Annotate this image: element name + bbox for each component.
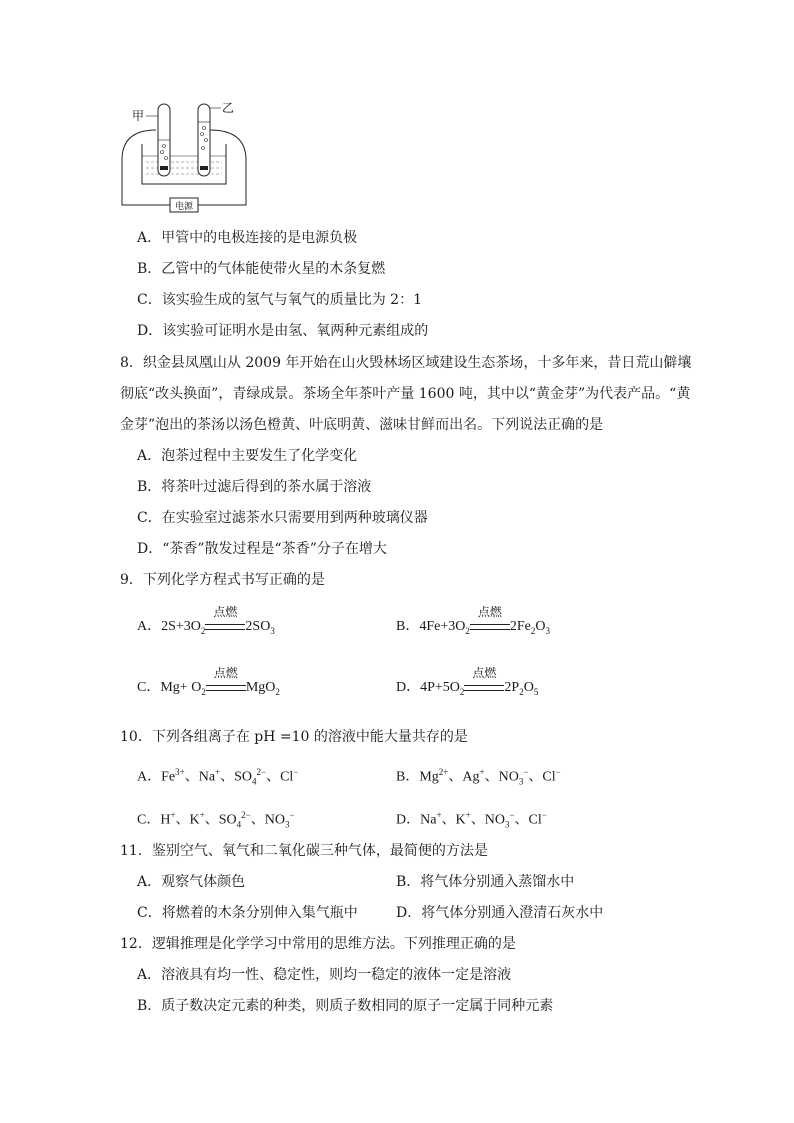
q8-stem-line-3: 金芽”泡出的茶汤以汤色橙黄、叶底明黄、滋味甘鲜而出名。下列说法正确的是 (120, 417, 604, 433)
q10-stem: 10．下列各组离子在 pH =10 的溶液中能大量共存的是 (120, 729, 468, 745)
q7-option-c: C．该实验生成的氢气与氧气的质量比为 2：1 (137, 292, 422, 308)
q9-option-d: D．$4P+5O_2$ 点燃 $2P_2O_5$ (396, 666, 539, 697)
q9-option-c: C．$Mg+ O_2$ 点燃 MgO$_2$ (137, 666, 280, 697)
tube-yi (198, 104, 210, 176)
q8-option-d: D．“茶香”散发过程是“茶香”分子在增大 (137, 541, 387, 557)
q12-option-a: A．溶液具有均一性、稳定性，则均一稳定的液体一定是溶液 (137, 967, 512, 983)
q9-option-a: A．$2S+3O_2$ 点燃 $2SO_3$ (137, 605, 275, 636)
q9-stem: 9．下列化学方程式书写正确的是 (120, 572, 325, 588)
q11-option-a: A．观察气体颜色 (137, 874, 246, 890)
power-label: 电源 (174, 202, 194, 212)
q10-option-a: A．$Fe^{3+}$、Na+、$SO_4^{2-}$、Cl− (137, 767, 299, 787)
water-trough (142, 144, 226, 184)
q11-option-d: D．将气体分别通入澄清石灰水中 (396, 905, 604, 921)
q12-stem: 12．逻辑推理是化学学习中常用的思维方法。下列推理正确的是 (120, 936, 516, 952)
q11-stem: 11．鉴别空气、氧气和二氧化碳三种气体，最简便的方法是 (120, 843, 488, 859)
q8-option-b: B．将茶叶过滤后得到的茶水属于溶液 (137, 479, 372, 495)
q7-option-a: A．甲管中的电极连接的是电源负极 (137, 230, 358, 246)
q8-option-c: C．在实验室过滤茶水只需要用到两种玻璃仪器 (137, 510, 428, 526)
q12-option-b: B．质子数决定元素的种类，则质子数相同的原子一定属于同种元素 (137, 998, 554, 1014)
q11-option-b: B．将气体分别通入蒸馏水中 (396, 874, 575, 890)
q7-option-b: B．乙管中的气体能使带火星的木条复燃 (137, 261, 386, 277)
q10-option-c: C．H+、K+、$SO_4^{2-}$、$NO_3^-$ (137, 810, 295, 830)
label-yi: 乙 (222, 101, 235, 115)
q7-option-d: D．该实验可证明水是由氢、氧两种元素组成的 (137, 323, 429, 339)
electrolysis-apparatus-figure (118, 100, 253, 218)
label-jia: 甲 (132, 109, 145, 123)
q10-option-b: B．$Mg^{2+}$、Ag+、$NO_3^-$、Cl− (396, 767, 561, 787)
q8-option-a: A．泡茶过程中主要发生了化学变化 (137, 448, 358, 464)
q8-stem-line-1: 8．织金县凤凰山从 2009 年开始在山火毁林场区域建设生态茶场，十多年来，昔日荒山僻壤 (120, 355, 692, 371)
q9-option-b: B．$4Fe+3O_2$ 点燃 $2Fe_2O_3$ (396, 605, 550, 636)
q8-stem-line-2: 彻底“改头换面”，青绿成景。茶场全年茶叶产量 1600 吨，其中以“黄金芽”为代表产品。“黄 (120, 386, 691, 402)
q11-option-c: C．将燃着的木条分别伸入集气瓶中 (137, 905, 358, 921)
q10-option-d: D．Na+、K+、$NO_3^-$、Cl− (396, 810, 547, 830)
